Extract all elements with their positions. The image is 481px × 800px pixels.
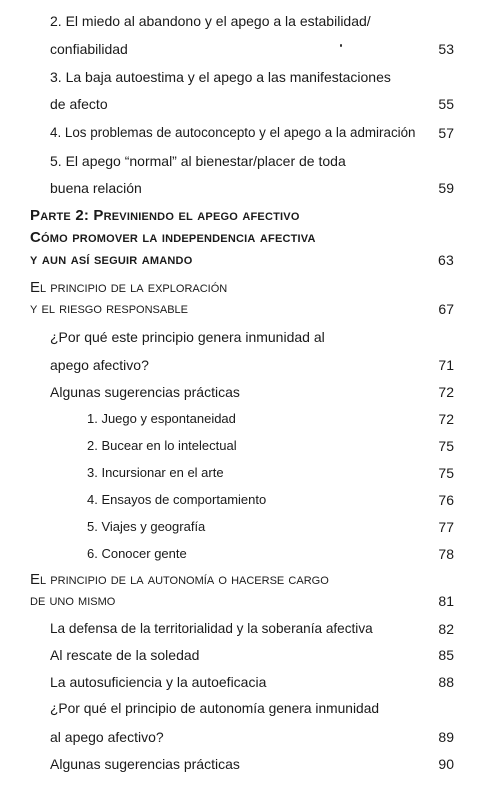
toc-entry-text: 2. El miedo al abandono y el apego a la estabilidad/	[50, 13, 371, 29]
toc-entry-text: Al rescate de la soledad	[50, 647, 200, 663]
toc-entry-text: confiabilidad	[50, 41, 128, 57]
section-heading-text: El principio de la exploración	[30, 279, 228, 296]
toc-page-number: 81	[438, 593, 454, 609]
scan-speck	[340, 44, 342, 47]
toc-entry-text: Algunas sugerencias prácticas	[50, 756, 240, 772]
toc-page-number: 89	[438, 729, 454, 745]
toc-entry-text: al apego afectivo?	[50, 729, 164, 745]
toc-page-number: 85	[438, 647, 454, 663]
toc-entry-text: ¿Por qué este principio genera inmunidad al	[50, 329, 325, 345]
toc-page-number: 78	[438, 546, 454, 562]
toc-page-number: 76	[438, 492, 454, 508]
toc-page-number: 55	[438, 96, 454, 112]
toc-page-number: 59	[438, 180, 454, 196]
toc-page-number: 90	[438, 756, 454, 772]
toc-entry-text: 4. Los problemas de autoconcepto y el apego a la admiración	[50, 125, 416, 140]
toc-page-number: 88	[438, 674, 454, 690]
toc-entry-text: 6. Conocer gente	[87, 546, 187, 561]
toc-page-number: 72	[438, 384, 454, 400]
toc-page-number: 71	[438, 357, 454, 373]
toc-entry-text: 1. Juego y espontaneidad	[87, 411, 236, 426]
toc-entry-text: La defensa de la territorialidad y la soberanía afectiva	[50, 621, 373, 636]
toc-entry-text: Algunas sugerencias prácticas	[50, 384, 240, 400]
part-heading-text: Cómo promover la independencia afectiva	[30, 229, 316, 246]
toc-page-number: 67	[438, 301, 454, 317]
toc-entry-text: 5. Viajes y geografía	[87, 519, 206, 534]
toc-page-number: 82	[438, 621, 454, 637]
toc-entry-text: 5. El apego “normal” al bienestar/placer de toda	[50, 153, 346, 169]
toc-entry-text: de afecto	[50, 96, 108, 112]
toc-entry-text: 3. La baja autoestima y el apego a las manifestaciones	[50, 69, 391, 85]
toc-entry-text: buena relación	[50, 180, 142, 196]
toc-page-number: 75	[438, 438, 454, 454]
toc-page-number: 77	[438, 519, 454, 535]
section-heading-text: de uno mismo	[30, 592, 116, 609]
section-heading-text: y el riesgo responsable	[30, 300, 188, 317]
toc-page-number: 72	[438, 411, 454, 427]
part-heading-text: Parte 2: Previniendo el apego afectivo	[30, 207, 300, 224]
toc-page-number: 63	[438, 252, 454, 268]
part-heading-text: y aun así seguir amando	[30, 251, 193, 268]
toc-entry-text: 2. Bucear en lo intelectual	[87, 438, 237, 453]
section-heading-text: El principio de la autonomía o hacerse cargo	[30, 571, 329, 588]
toc-entry-text: 3. Incursionar en el arte	[87, 465, 224, 480]
toc-page-number: 53	[438, 41, 454, 57]
toc-page-number: 57	[438, 125, 454, 141]
toc-entry-text: ¿Por qué el principio de autonomía genera inmunidad	[50, 701, 380, 716]
toc-entry-text: La autosuficiencia y la autoeficacia	[50, 674, 267, 690]
toc-entry-text: 4. Ensayos de comportamiento	[87, 492, 267, 507]
toc-page-number: 75	[438, 465, 454, 481]
toc-entry-text: apego afectivo?	[50, 357, 149, 373]
